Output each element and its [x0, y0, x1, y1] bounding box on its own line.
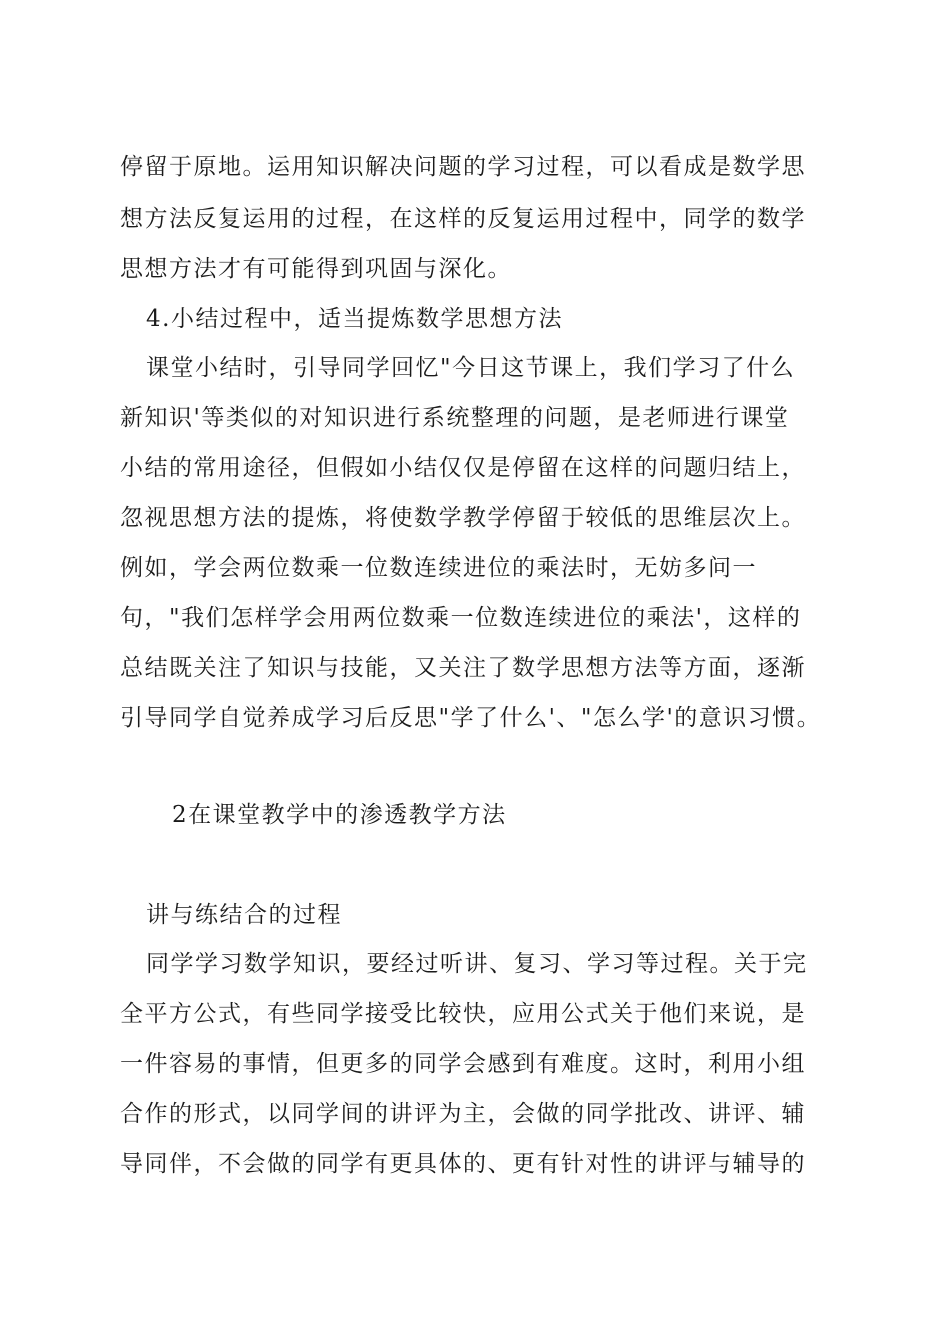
paragraph-line: 忽视思想方法的提炼，将使数学教学停留于较低的思维层次上。	[120, 505, 806, 531]
paragraph-line: 全平方公式，有些同学接受比较快，应用公式关于他们来说，是	[120, 1001, 806, 1027]
subsection-heading: 讲与练结合的过程	[146, 902, 342, 928]
paragraph-line: 小结的常用途径，但假如小结仅仅是停留在这样的问题归结上，	[120, 455, 806, 481]
section-heading: 2在课堂教学中的渗透教学方法	[172, 802, 507, 828]
paragraph-line: 思想方法才有可能得到巩固与深化。	[120, 256, 512, 282]
paragraph-line: 停留于原地。运用知识解决问题的学习过程，可以看成是数学思	[120, 154, 806, 180]
paragraph-line: 一件容易的事情，但更多的同学会感到有难度。这时，利用小组	[120, 1051, 806, 1077]
paragraph-line: 总结既关注了知识与技能，又关注了数学思想方法等方面，逐渐	[120, 655, 806, 681]
paragraph-line: 合作的形式，以同学间的讲评为主，会做的同学批改、讲评、辅	[120, 1101, 806, 1127]
paragraph-line: 句，"我们怎样学会用两位数乘一位数连续进位的乘法'，这样的	[120, 605, 802, 631]
paragraph-line: 例如，学会两位数乘一位数连续进位的乘法时，无妨多问一	[120, 555, 757, 581]
paragraph-line: 导同伴，不会做的同学有更具体的、更有针对性的讲评与辅导的	[120, 1151, 806, 1177]
paragraph-line: 引导同学自觉养成学习后反思"学了什么'、"怎么学'的意识习惯。	[120, 705, 822, 731]
paragraph-line: 同学学习数学知识，要经过听讲、复习、学习等过程。关于完	[146, 951, 808, 977]
section-heading: 4.小结过程中，适当提炼数学思想方法	[146, 306, 563, 332]
paragraph-line: 课堂小结时，引导同学回忆"今日这节课上，我们学习了什么	[146, 355, 796, 381]
paragraph-line: 想方法反复运用的过程，在这样的反复运用过程中，同学的数学	[120, 206, 806, 232]
paragraph-line: 新知识'等类似的对知识进行系统整理的问题，是老师进行课堂	[120, 405, 790, 431]
